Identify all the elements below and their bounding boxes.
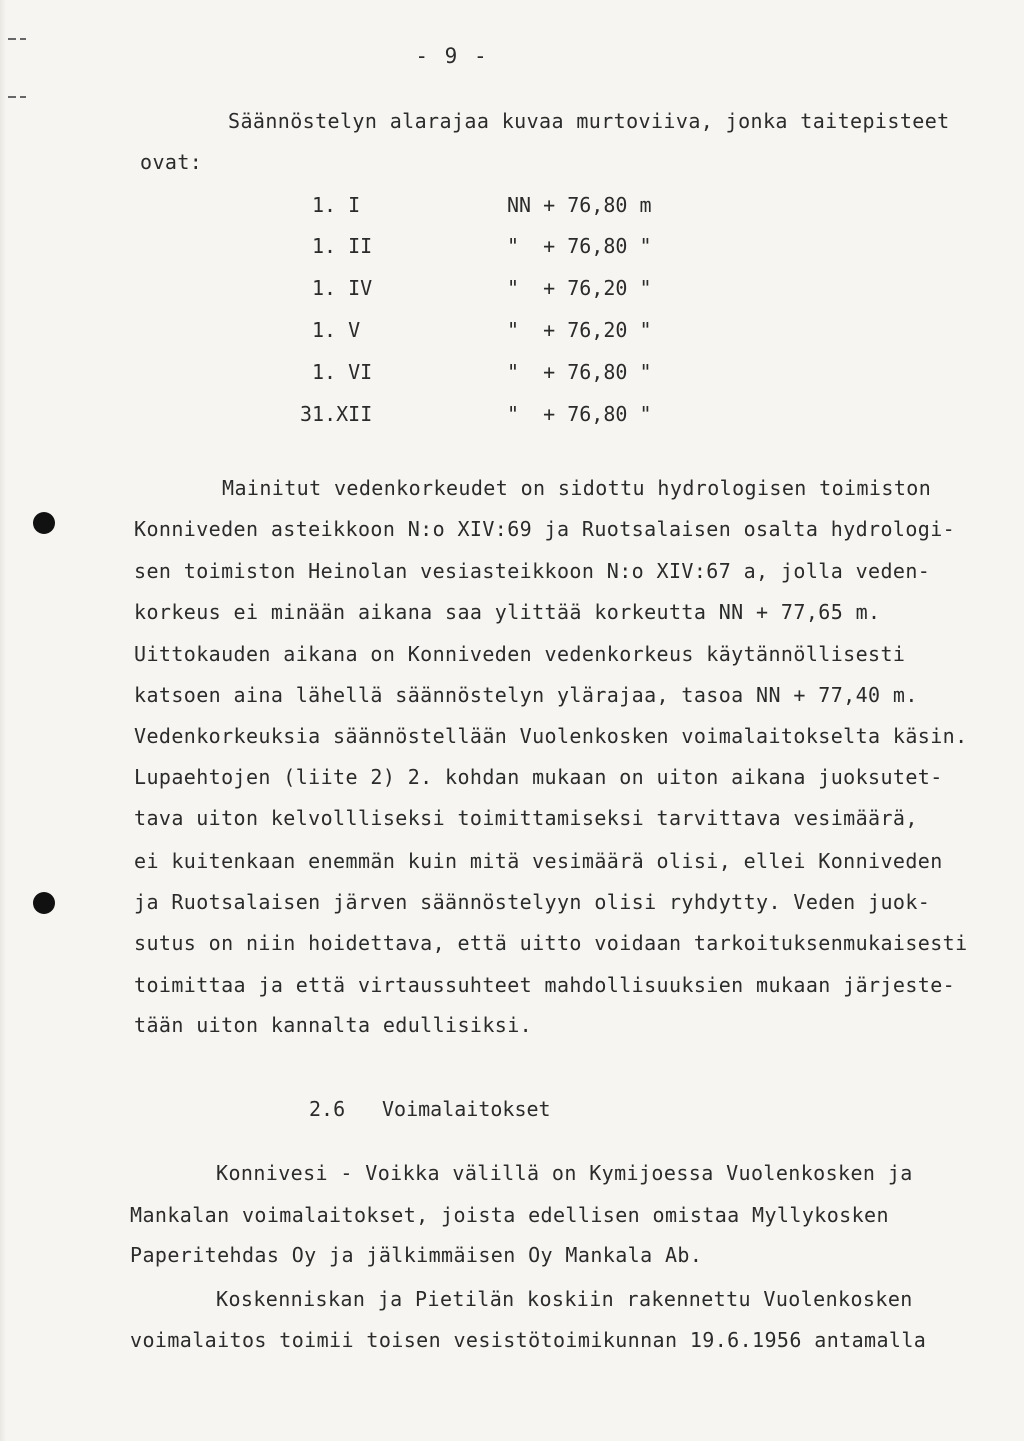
paragraph-line: ja Ruotsalaisen järven säännöstelyyn olisi ryhdytty. Veden juok- <box>134 890 931 914</box>
page-number: - 9 - <box>415 44 489 68</box>
paragraph-line: Konniveden asteikkoon N:o XIV:69 ja Ruotsalaisen osalta hydrologi- <box>134 517 956 541</box>
page-edge <box>0 0 6 1441</box>
paragraph-line: sutus on niin hoidettava, että uitto voidaan tarkoituksenmukaisesti <box>134 931 968 955</box>
scan-mark <box>8 38 16 40</box>
table-value: " + 76,80 " <box>507 360 652 384</box>
scan-mark <box>20 38 26 40</box>
intro-line: Säännöstelyn alarajaa kuvaa murtoviiva, jonka taitepisteet <box>228 109 950 133</box>
paragraph-line: Mainitut vedenkorkeudet on sidottu hydrologisen toimiston <box>222 476 932 500</box>
section-title: Voimalaitokset <box>382 1097 551 1121</box>
paragraph-line: toimittaa ja että virtaussuhteet mahdollisuuksien mukaan järjeste- <box>134 973 956 997</box>
scan-mark <box>8 96 16 98</box>
paragraph-line: sen toimiston Heinolan vesiasteikkoon N:o XIV:67 a, jolla veden- <box>134 559 931 583</box>
scan-mark <box>20 96 26 98</box>
table-value: " + 76,80 " <box>507 402 652 426</box>
table-date: 1. IV <box>312 276 373 300</box>
intro-line: ovat: <box>140 150 203 174</box>
table-date: 31.XII <box>300 402 373 426</box>
paragraph-line: Paperitehdas Oy ja jälkimmäisen Oy Mankala Ab. <box>130 1243 703 1267</box>
paragraph-line: katsoen aina lähellä säännöstelyn ylärajaa, tasoa NN + 77,40 m. <box>134 683 918 707</box>
paragraph-line: Mankalan voimalaitokset, joista edellisen omistaa Myllykosken <box>130 1203 889 1227</box>
paragraph-line: Uittokauden aikana on Konniveden vedenkorkeus käytännöllisesti <box>134 642 906 666</box>
table-value: " + 76,20 " <box>507 318 652 342</box>
paragraph-line: korkeus ei minään aikana saa ylittää korkeutta NN + 77,65 m. <box>134 600 881 624</box>
paragraph-line: ei kuitenkaan enemmän kuin mitä vesimäärä olisi, ellei Konniveden <box>134 849 943 873</box>
table-date: 1. V <box>312 318 361 342</box>
table-value: NN + 76,80 m <box>507 193 652 217</box>
paragraph-line: tään uiton kannalta edullisiksi. <box>134 1013 533 1037</box>
paragraph-line: Konnivesi - Voikka välillä on Kymijoessa Vuolenkosken ja <box>216 1161 913 1185</box>
paragraph-line: Vedenkorkeuksia säännöstellään Vuolenkosken voimalaitokselta käsin. <box>134 724 968 748</box>
table-date: 1. I <box>312 193 361 217</box>
paragraph-line: Lupaehtojen (liite 2) 2. kohdan mukaan on uiton aikana juoksutet- <box>134 765 943 789</box>
table-date: 1. II <box>312 234 373 258</box>
table-value: " + 76,80 " <box>507 234 652 258</box>
table-date: 1. VI <box>312 360 373 384</box>
punch-hole <box>33 512 55 534</box>
paragraph-line: Koskenniskan ja Pietilän koskiin rakennettu Vuolenkosken <box>216 1287 913 1311</box>
punch-hole <box>33 892 55 914</box>
paragraph-line: tava uiton kelvollliseksi toimittamiseksi tarvittava vesimäärä, <box>134 806 918 830</box>
table-value: " + 76,20 " <box>507 276 652 300</box>
paragraph-line: voimalaitos toimii toisen vesistötoimikunnan 19.6.1956 antamalla <box>130 1328 927 1352</box>
section-number: 2.6 <box>309 1097 346 1121</box>
